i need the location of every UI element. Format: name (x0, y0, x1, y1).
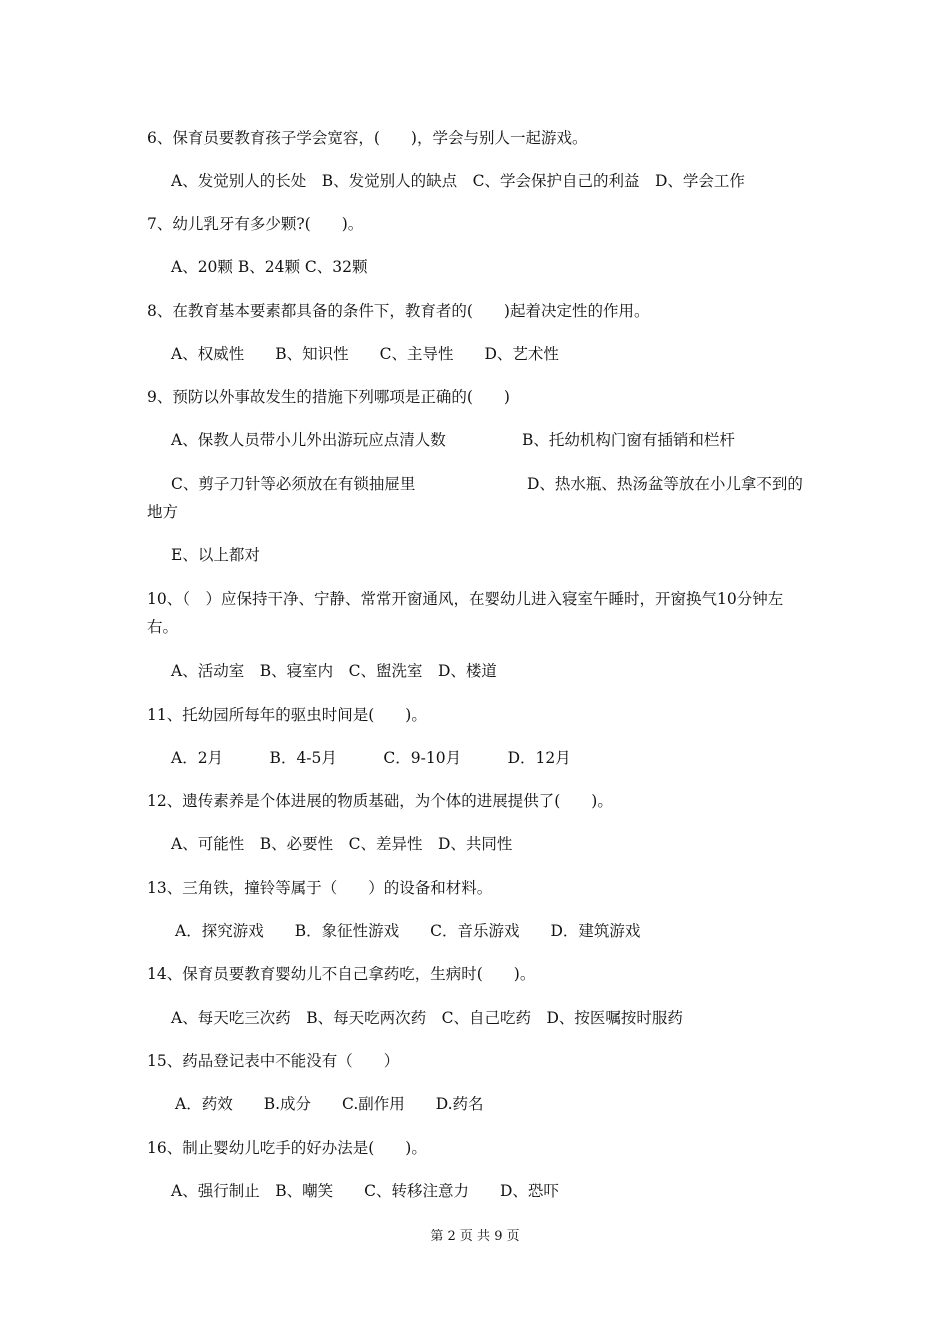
question-16: 16、制止婴幼儿吃手的好办法是( )。 (147, 1139, 427, 1157)
question-14-options: A、每天吃三次药 B、每天吃两次药 C、自己吃药 D、按医嘱按时服药 (171, 1009, 683, 1027)
question-9-option-c: C、剪子刀针等必须放在有锁抽屉里 (171, 475, 416, 493)
question-8: 8、在教育基本要素都具备的条件下，教育者的( )起着决定性的作用。 (147, 302, 650, 320)
question-6: 6、保育员要教育孩子学会宽容，( )，学会与别人一起游戏。 (147, 129, 588, 147)
question-7: 7、幼儿乳牙有多少颗?( )。 (147, 215, 364, 233)
question-9-option-e: E、以上都对 (171, 546, 260, 564)
question-7-options: A、20颗 B、24颗 C、32颗 (171, 258, 368, 276)
question-9-option-d: D、热水瓶、热汤盆等放在小儿拿不到的地方 (147, 475, 803, 521)
question-11: 11、托幼园所每年的驱虫时间是( )。 (147, 706, 427, 724)
question-13: 13、三角铁，撞铃等属于（ ）的设备和材料。 (147, 879, 493, 897)
question-6-options: A、发觉别人的长处 B、发觉别人的缺点 C、学会保护自己的利益 D、学会工作 (171, 172, 745, 190)
question-9: 9、预防以外事故发生的措施下列哪项是正确的( ) (147, 388, 510, 406)
question-9-option-b: B、托幼机构门窗有插销和栏杆 (522, 431, 735, 449)
question-15: 15、药品登记表中不能没有（ ） (147, 1052, 400, 1070)
question-12: 12、遗传素养是个体进展的物质基础，为个体的进展提供了( )。 (147, 792, 613, 810)
question-16-options: A、强行制止 B、嘲笑 C、转移注意力 D、恐吓 (171, 1182, 559, 1200)
question-10: 10、（ ）应保持干净、宁静、常常开窗通风，在婴幼儿进入寝室午睡时，开窗换气10分钟左右。 (147, 590, 784, 636)
question-11-options: A．2月 B．4-5月 C．9-10月 D．12月 (171, 749, 571, 767)
question-13-options: A．探究游戏 B．象征性游戏 C．音乐游戏 D．建筑游戏 (175, 922, 641, 940)
question-14: 14、保育员要教育婴幼儿不自己拿药吃，生病时( )。 (147, 965, 536, 983)
question-10-options: A、活动室 B、寝室内 C、盥洗室 D、楼道 (171, 662, 497, 680)
question-12-options: A、可能性 B、必要性 C、差异性 D、共同性 (171, 835, 513, 853)
question-15-options: A．药效 B.成分 C.副作用 D.药名 (175, 1095, 484, 1113)
question-9-option-a: A、保教人员带小儿外出游玩应点清人数 (171, 431, 446, 449)
question-8-options: A、权威性 B、知识性 C、主导性 D、艺术性 (171, 345, 559, 363)
page-footer: 第 2 页 共 9 页 (430, 1229, 520, 1244)
